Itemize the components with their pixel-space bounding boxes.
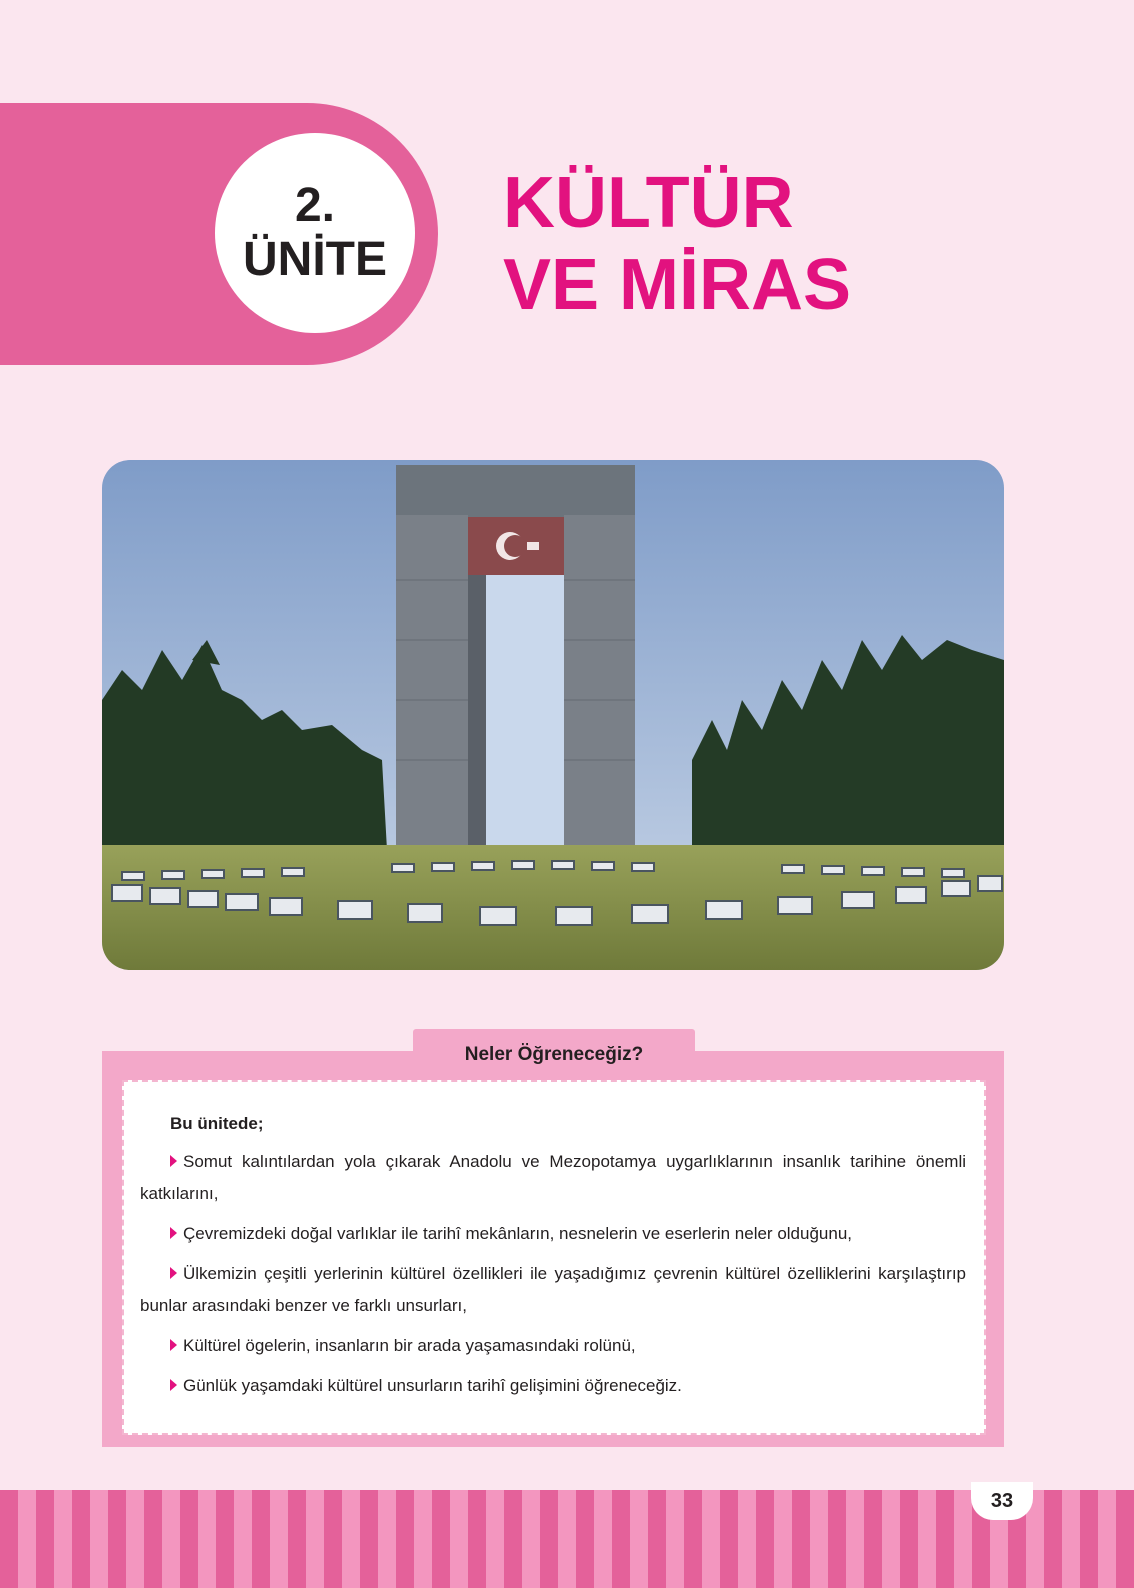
objectives-box [122, 1080, 986, 1435]
monument-photo [102, 460, 1004, 970]
objectives-intro: Bu ünitede; [170, 1114, 264, 1133]
bullet-icon [170, 1267, 177, 1279]
bullet-icon [170, 1155, 177, 1167]
bullet-icon [170, 1339, 177, 1351]
objectives-tab-title: Neler Öğreneceğiz? [413, 1029, 695, 1080]
objective-item: Kültürel ögelerin, insanların bir arada yaşamasındaki rolünü, [140, 1330, 966, 1362]
objective-item: Çevremizdeki doğal varlıklar ile tarihî mekânların, nesnelerin ve eserlerin neler olduğunu, [140, 1218, 966, 1250]
unit-badge [215, 133, 415, 333]
footer-stripes [0, 1490, 1134, 1588]
monument-illustration [102, 460, 1004, 970]
bullet-icon [170, 1227, 177, 1239]
unit-title-line2: VE MİRAS [503, 245, 852, 325]
objective-item: Günlük yaşamdaki kültürel unsurların tarihî gelişimini öğreneceğiz. [140, 1370, 966, 1402]
monument [396, 465, 635, 845]
objective-item: Somut kalıntılardan yola çıkarak Anadolu ve Mezopotamya uygarlıklarının insanlık tarihine önemli katkılarını, [140, 1152, 966, 1203]
page-number: 33 [971, 1482, 1033, 1520]
objective-item: Ülkemizin çeşitli yerlerinin kültürel özellikleri ile yaşadığımız çevrenin kültürel özelliklerini karşılaştırıp bunlar arasındaki benzer ve farklı unsurları, [140, 1264, 966, 1315]
bullet-icon [170, 1379, 177, 1391]
unit-number: 2. [294, 179, 336, 232]
unit-label: ÜNİTE [243, 233, 387, 286]
unit-title-line1: KÜLTÜR [503, 163, 794, 243]
unit-title [503, 162, 851, 326]
